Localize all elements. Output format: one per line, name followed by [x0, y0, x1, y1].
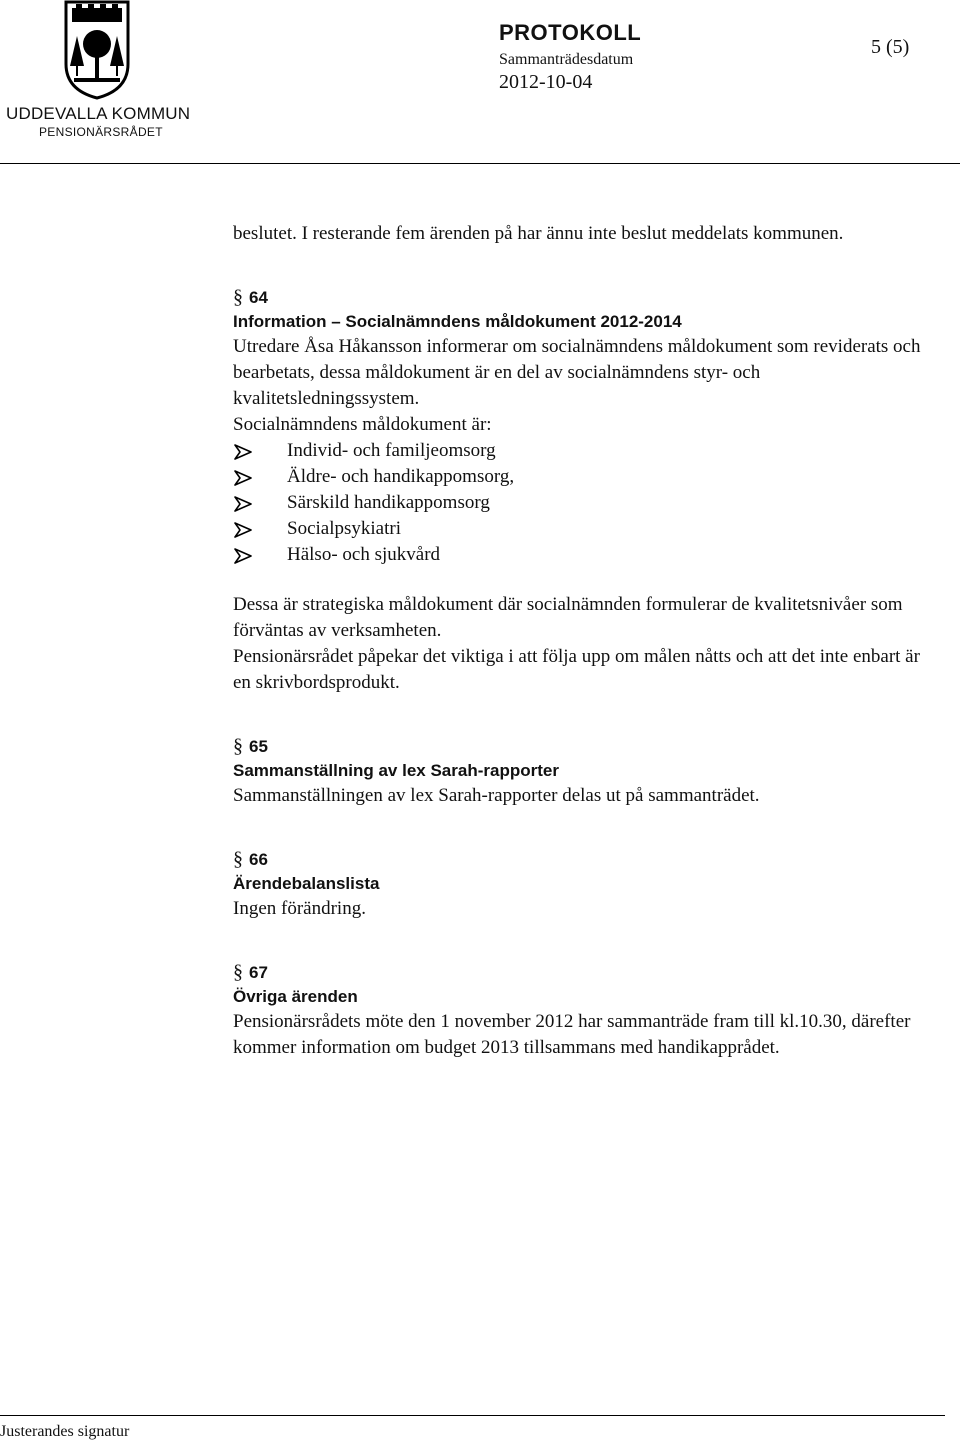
section-text: Utredare Åsa Håkansson informerar om socialnämndens måldokument som reviderats och bearbetats, dessa måldokument är en del av socialnämndens styr- och kvalitetsledningssystem.: [233, 336, 921, 409]
spacer: [233, 696, 933, 734]
list-item: [233, 490, 933, 516]
spacer: [233, 809, 933, 847]
paragraph-symbol: §: [233, 961, 243, 983]
date-label: Sammanträdesdatum: [499, 51, 634, 68]
section-number-value: 67: [249, 963, 268, 982]
section-number: [233, 734, 933, 759]
paragraph-symbol: §: [233, 286, 243, 308]
meeting-date: 2012-10-04: [499, 71, 593, 93]
list-item: [233, 438, 933, 464]
list-item: [233, 464, 933, 490]
list-intro: Socialnämndens måldokument är:: [233, 414, 492, 435]
arrow-bullet-icon: [233, 548, 253, 564]
paragraph-symbol: §: [233, 848, 243, 870]
section-text: Sammanställningen av lex Sarah-rapporter delas ut på sammanträdet.: [233, 785, 760, 806]
list-item-label: Äldre- och handikappomsorg,: [287, 466, 515, 487]
section-number-value: 65: [249, 737, 268, 756]
list-item-label: Särskild handikappomsorg: [287, 492, 490, 513]
signature-label: Justerandes signatur: [0, 1423, 130, 1440]
section-text: Pensionärsrådets möte den 1 november 2012 har sammanträde fram till kl.10.30, därefter kommer information om budget 2013 tillsammans med handikapprådet.: [233, 1011, 911, 1058]
goal-document-list: [233, 438, 933, 568]
arrow-bullet-icon: [233, 444, 253, 460]
department-name: PENSIONÄRSRÅDET: [39, 125, 163, 139]
document-type: PROTOKOLL: [499, 20, 642, 45]
section-text: Ingen förändring.: [233, 898, 366, 919]
list-item: [233, 542, 933, 568]
spacer: [233, 922, 933, 960]
section-67: [233, 960, 933, 1061]
page-number: 5 (5): [871, 36, 910, 58]
arrow-bullet-icon: [233, 470, 253, 486]
section-number-value: 64: [249, 288, 268, 307]
list-item-label: Hälso- och sjukvård: [287, 544, 441, 565]
organization-name: UDDEVALLA KOMMUN: [6, 104, 191, 123]
spacer: [233, 568, 933, 592]
section-number: [233, 285, 933, 310]
header-divider: [0, 163, 960, 164]
list-item-label: Socialpsykiatri: [287, 518, 401, 539]
section-number: [233, 960, 933, 985]
arrow-bullet-icon: [233, 496, 253, 512]
document-body: [233, 221, 933, 1061]
section-title: Övriga ärenden: [233, 987, 358, 1006]
paragraph-symbol: §: [233, 735, 243, 757]
section-title: Information – Socialnämndens måldokument 2012-2014: [233, 312, 682, 331]
intro-text: beslutet. I resterande fem ärenden på har ännu inte beslut meddelats kommunen.: [233, 223, 844, 244]
section-66: [233, 847, 933, 922]
section-64: [233, 285, 933, 696]
footer-divider: [0, 1415, 945, 1416]
section-number: [233, 847, 933, 872]
arrow-bullet-icon: [233, 522, 253, 538]
section-text-3: Pensionärsrådet påpekar det viktiga i att följa upp om målen nåtts och att det inte enbart är en skrivbordsprodukt.: [233, 646, 920, 693]
list-item: [233, 516, 933, 542]
section-title: Sammanställning av lex Sarah-rapporter: [233, 761, 559, 780]
section-title: Ärendebalanslista: [233, 874, 380, 893]
section-number-value: 66: [249, 850, 268, 869]
spacer: [233, 247, 933, 285]
list-item-label: Individ- och familjeomsorg: [287, 440, 496, 461]
section-65: [233, 734, 933, 809]
section-text-2: Dessa är strategiska måldokument där socialnämnden formulerar de kvalitetsnivåer som förväntas av verksamheten.: [233, 594, 903, 641]
coat-of-arms-icon: [62, 0, 132, 100]
